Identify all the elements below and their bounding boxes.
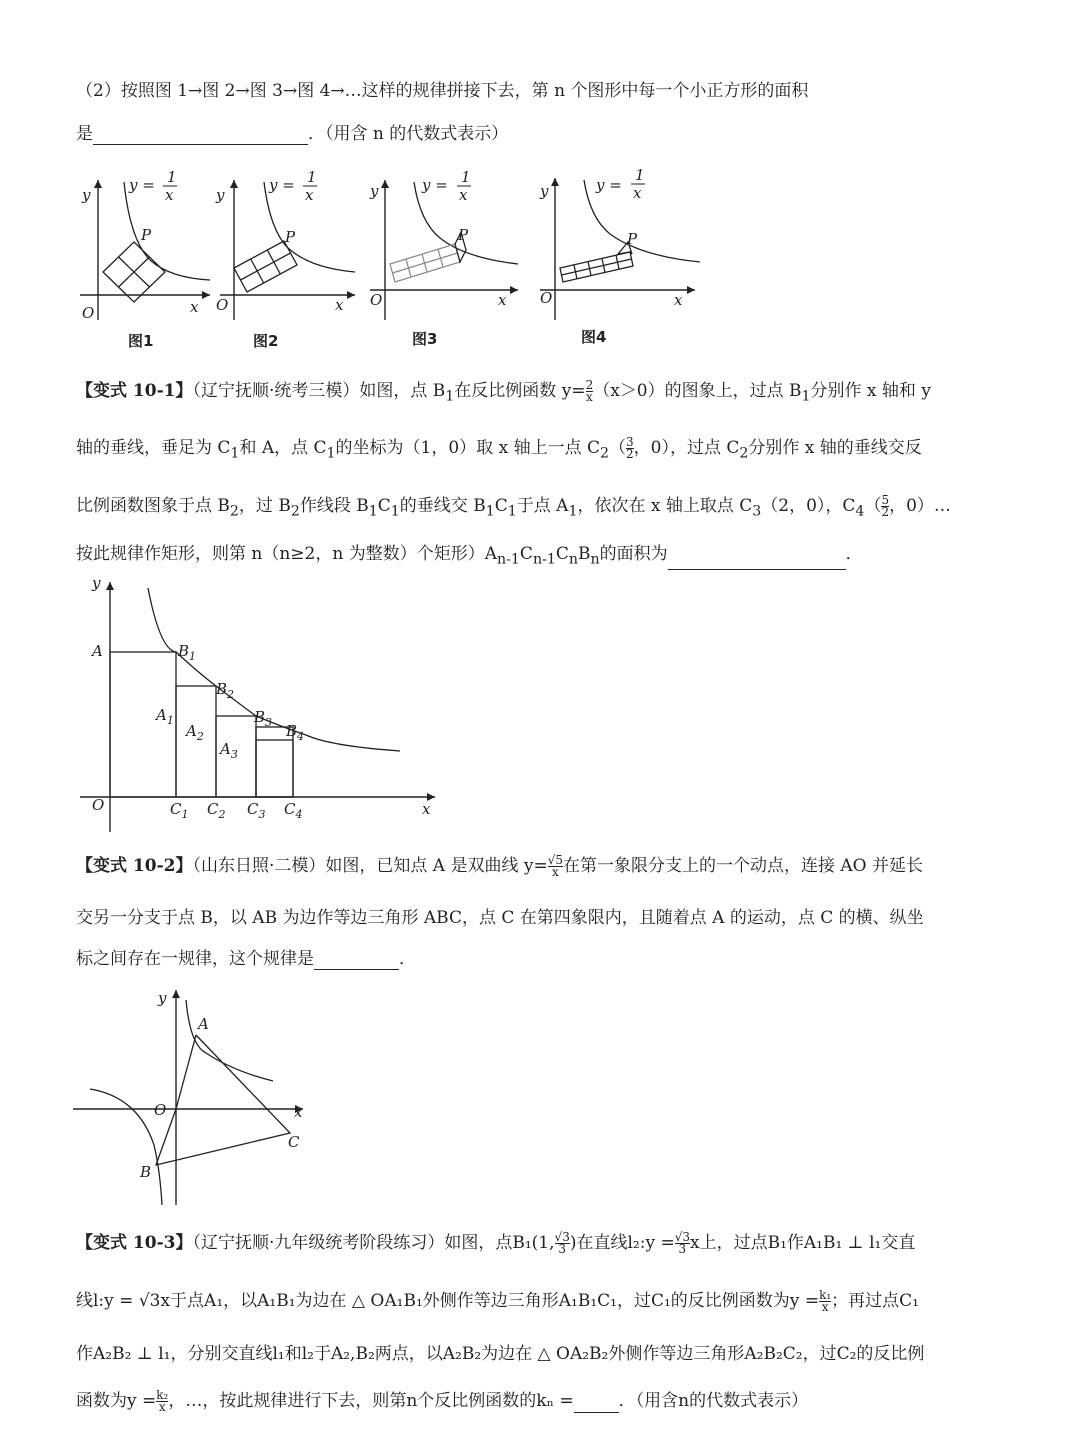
fig2-axis-y: y	[216, 186, 225, 204]
v1-label-a: A	[92, 642, 103, 660]
v1-label-y: y	[92, 574, 101, 592]
fig1-axis-x: x	[190, 298, 199, 316]
fig2-eq-y: y =	[269, 176, 295, 194]
v1-label-a1: $A_1$	[156, 706, 174, 727]
figure-v1-labels	[90, 574, 431, 821]
fig3-axis-x: x	[498, 291, 507, 309]
v1-label-c1: $C_1$	[170, 800, 189, 821]
answer-blank-v2[interactable]	[314, 951, 399, 970]
v1-label-o: O	[92, 796, 105, 814]
v1-line-1: 【变式 10-1】（辽宁抚顺·统考三模）如图，点 $B_1$在反比例函数 y= $\frac{2}{x}$ （x＞0）的图象上，过点 $B_1$分别作 x 轴和 y	[76, 378, 931, 405]
fig1-eq-den: x	[165, 186, 174, 204]
figure-v2	[68, 985, 318, 1210]
fig2-origin: O	[216, 296, 229, 314]
figure-3	[369, 168, 518, 348]
fig4-eq-den: x	[633, 184, 642, 202]
fig2-eq-num: 1	[307, 168, 317, 186]
v1-line-2: 轴的垂线，垂足为 $C_1$和 A，点 $C_1$的坐标为（1，0）取 x 轴上一点 $C_2$（ $\frac{3}{2}$ ，0），过点 $C_2$分别作 x 轴的垂线交反	[76, 435, 922, 462]
v1-line-4: 按此规律作矩形，则第 n（n≥2，n 为整数）个矩形）$A_{n-1}C_{n-1}C_nB_n$的面积为 ．	[76, 543, 863, 570]
fig4-eq-num: 1	[635, 166, 645, 184]
fig3-caption: 图3	[412, 330, 438, 348]
v1-label-b2: $B_2$	[216, 680, 235, 701]
v2-label-y: y	[158, 989, 167, 1007]
fig2-caption: 图2	[253, 332, 279, 350]
figure-4	[539, 166, 700, 346]
fig3-axis-y: y	[370, 182, 379, 200]
v1-label-a2: $A_2$	[186, 722, 204, 743]
v2-label-b: B	[140, 1163, 152, 1181]
v2-label-c: C	[288, 1133, 300, 1151]
fig4-origin: O	[540, 289, 553, 307]
figure-1	[80, 168, 210, 350]
v3-line-4: 函数为y = $\frac{\text{k₂}}{x}$ ，…，按此规律进行下去，则第n个反比例函数的kₙ = ．（用含n的代数式表示）	[76, 1388, 809, 1414]
fig1-eq-num: 1	[167, 168, 177, 186]
fig3-origin: O	[370, 291, 383, 309]
fig1-point-p: P	[141, 226, 152, 244]
v2-label-x: x	[294, 1103, 303, 1121]
figure-2	[215, 168, 355, 350]
fig4-axis-x: x	[674, 291, 683, 309]
figure-v2-labels	[139, 989, 303, 1181]
v3-line-2: 线l:y = √3x于点A₁，以A₁B₁为边在 △ OA₁B₁外侧作等边三角形A₁B₁C₁，过C₁的反比例函数为y = $\frac{\text{k₁}}{x}$ ；再过点C₁	[76, 1288, 919, 1314]
fig3-point-p: P	[458, 226, 469, 244]
v2-line-2: 交另一分支于点 B，以 AB 为边作等边三角形 ABC，点 C 在第四象限内，且随着点 A 的运动，点 C 的横、纵坐	[76, 908, 924, 928]
fig2-axis-x: x	[335, 296, 344, 314]
v1-label-b3: $B_3$	[254, 708, 273, 729]
fig1-axis-y: y	[82, 186, 91, 204]
fig1-origin: O	[82, 304, 95, 322]
v1-label-c2: $C_2$	[207, 800, 226, 821]
v1-label-c4: $C_4$	[284, 800, 303, 821]
figure-1-to-4	[0, 160, 1080, 360]
v1-label-x: x	[422, 800, 431, 818]
q2-line-2: 是 ．（用含 n 的代数式表示）	[76, 124, 509, 144]
fig1-caption: 图1	[128, 332, 154, 350]
fig3-eq-y: y =	[422, 176, 448, 194]
fig4-caption: 图4	[581, 328, 607, 346]
v1-label-b4: $B_4$	[286, 722, 305, 743]
fig2-eq-den: x	[305, 186, 314, 204]
v2-label-a: A	[198, 1015, 209, 1033]
v3-line-3: 作A₂B₂ ⊥ l₁，分别交直线l₁和l₂于A₂,B₂两点，以A₂B₂为边在 △ OA₂B₂外侧作等边三角形A₂B₂C₂，过C₂的反比例	[76, 1344, 925, 1364]
v2-line-1: 【变式 10-2】（山东日照·二模）如图，已知点 A 是双曲线 y= $\frac{√5}{x}$ 在第一象限分支上的一个动点，连接 AO 并延长	[76, 853, 924, 879]
answer-blank-q2[interactable]	[93, 126, 308, 145]
v1-label-b1: $B_1$	[178, 642, 197, 663]
v1-label-c3: $C_3$	[247, 800, 266, 821]
fig3-eq-num: 1	[461, 168, 471, 186]
fig2-point-p: P	[285, 228, 296, 246]
v1-label-a3: $A_3$	[220, 740, 238, 761]
fig4-point-p: P	[627, 230, 638, 248]
answer-blank-v1[interactable]	[668, 551, 846, 570]
v1-line-3: 比例函数图象于点 $B_2$，过 $B_2$作线段 $B_1C_1$的垂线交 $B_1C_1$于点 $A_1$，依次在 x 轴上取点 $C_3(2$，0），$C_4$（ $\frac{5}{2}$ ，0）…	[76, 493, 951, 520]
q2-line-1: （2）按照图 1→图 2→图 3→图 4→…这样的规律拼接下去，第 n 个图形中每一个小正方形的面积	[76, 81, 809, 101]
figure-v1	[70, 570, 450, 840]
fig3-eq-den: x	[459, 186, 468, 204]
fig4-axis-y: y	[540, 182, 549, 200]
v2-label-o: O	[154, 1101, 167, 1119]
v3-line-1: 【变式 10-3】（辽宁抚顺·九年级统考阶段练习）如图，点B₁(1, $\frac{√3}{3}$ )在直线l₂:y = $\frac{√3}{3}$ x上，过点B₁作A₁B₁ ⊥ l₁交直	[76, 1230, 916, 1256]
fig4-eq-y: y =	[596, 176, 622, 194]
fig1-eq-y: y =	[129, 176, 155, 194]
v2-line-3: 标之间存在一规律，这个规律是 ．	[76, 949, 416, 969]
answer-blank-v3[interactable]	[574, 1394, 619, 1413]
